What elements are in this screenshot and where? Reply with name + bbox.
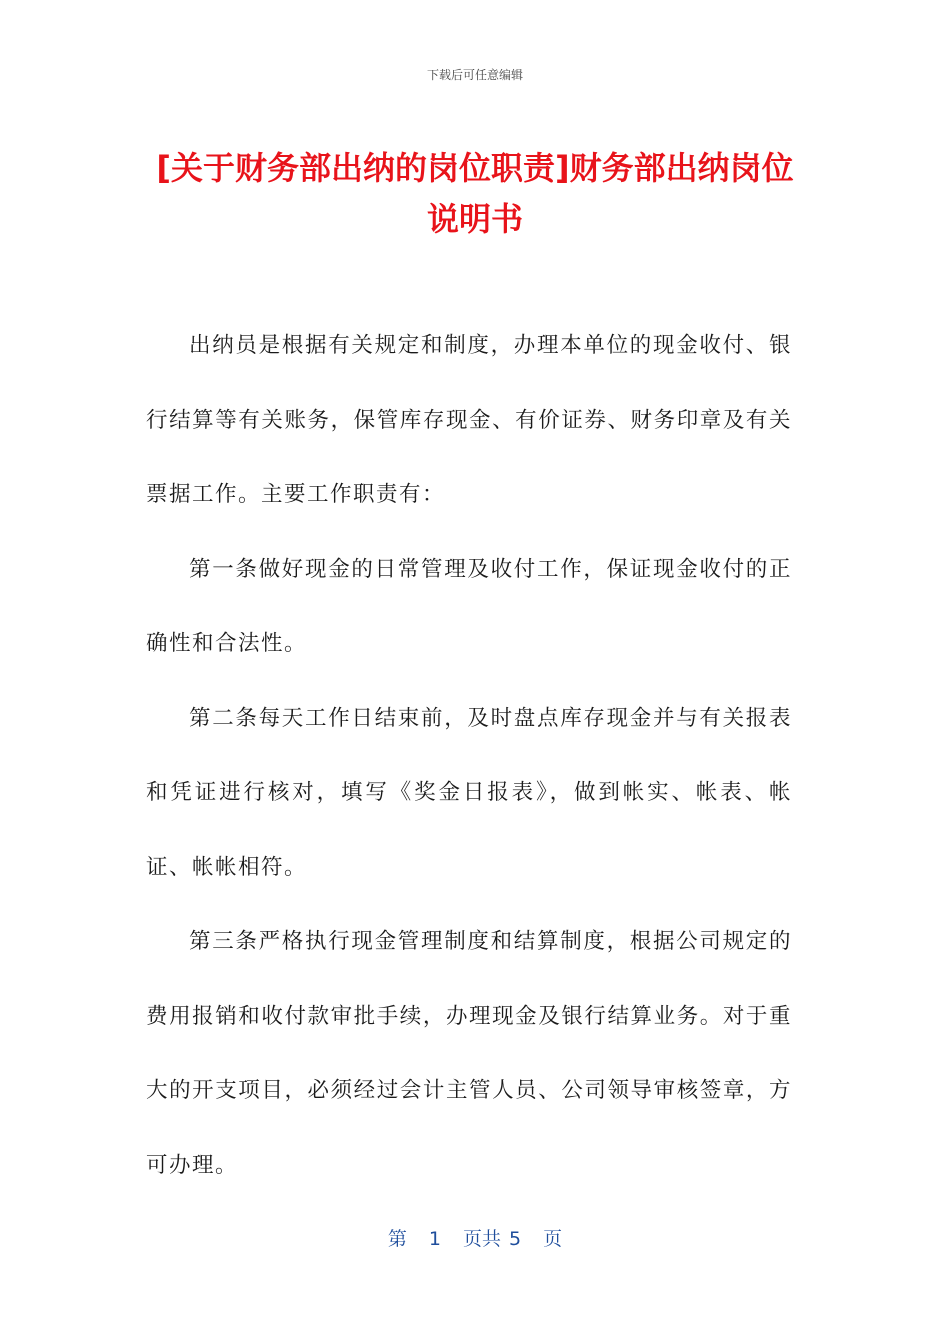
- paragraph-intro: 出纳员是根据有关规定和制度，办理本单位的现金收付、银行结算等有关账务，保管库存现金、有价证券、财务印章及有关票据工作。主要工作职责有：: [146, 333, 792, 507]
- header-note: 下载后可任意编辑: [426, 68, 523, 82]
- footer-suffix: 页: [543, 1228, 563, 1250]
- footer-current-page: 1: [428, 1228, 441, 1250]
- paragraph-article-3: 第三条严格执行现金管理制度和结算制度，根据公司规定的费用报销和收付款审批手续，办理现金及银行结算业务。对于重大的开支项目，必须经过会计主管人员、公司领导审核签章，方可办理。: [146, 929, 792, 1178]
- footer-middle: 页共: [462, 1228, 501, 1250]
- document-title: [关于财务部出纳的岗位职责]财务部出纳岗位说明书: [156, 149, 794, 238]
- paragraph-article-2: 第二条每天工作日结束前，及时盘点库存现金并与有关报表和凭证进行核对，填写《奖金日报表》，做到帐实、帐表、帐证、帐帐相符。: [146, 705, 792, 880]
- footer-prefix: 第: [387, 1228, 407, 1250]
- document-body: [146, 309, 792, 1203]
- page-number-footer: [0, 1224, 950, 1251]
- paragraph-article-1: 第一条做好现金的日常管理及收付工作，保证现金收付的正确性和合法性。: [146, 556, 792, 656]
- footer-total-pages: 5: [509, 1228, 522, 1250]
